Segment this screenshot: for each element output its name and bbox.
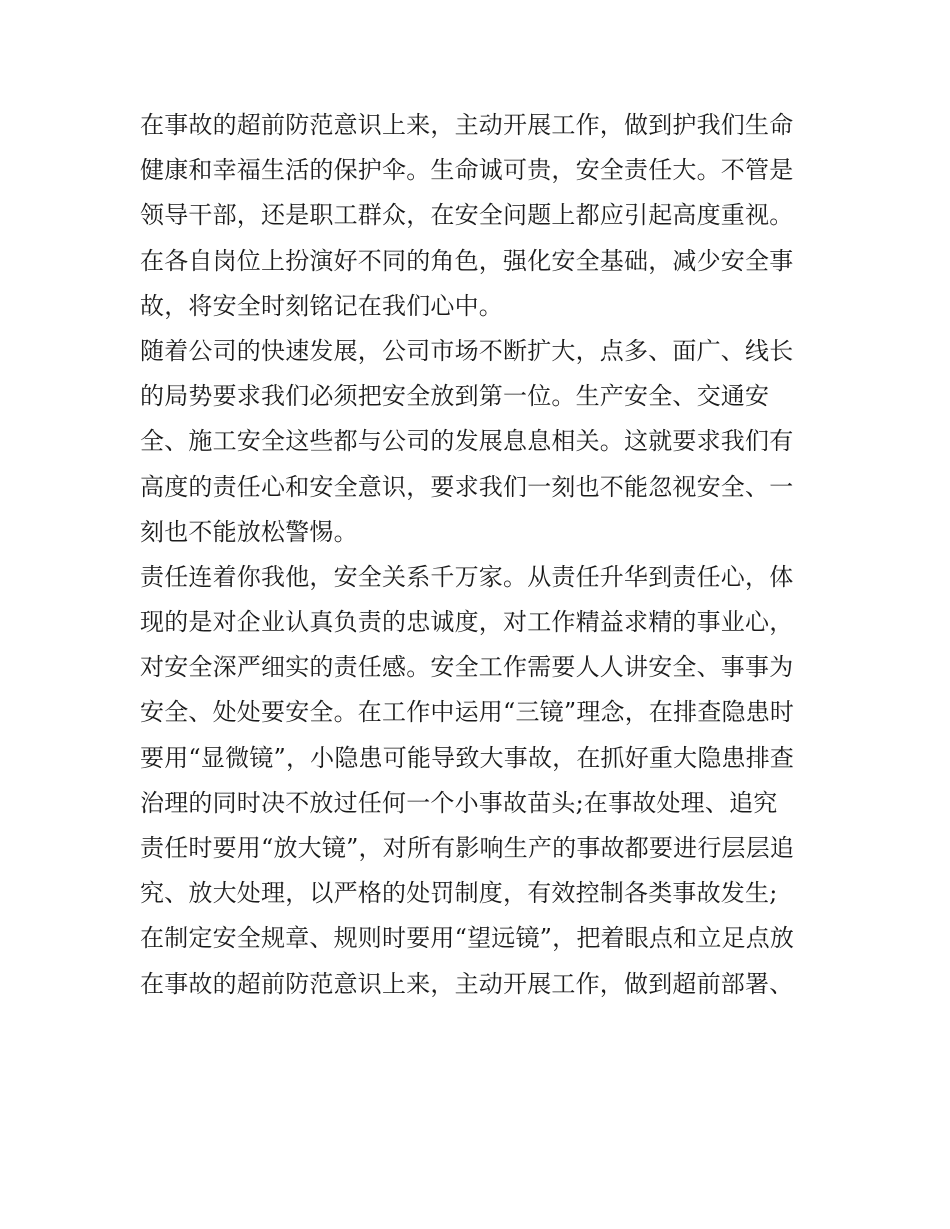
text-line: 领导干部，还是职工群众，在安全问题上都应引起高度重视。: [140, 201, 794, 230]
text-line: 在事故的超前防范意识上来，主动开展工作，做到超前部署、: [140, 969, 794, 998]
text-line: 安全、处处要安全。在工作中运用“三镜”理念，在排查隐患时: [140, 698, 795, 727]
text-line: 高度的责任心和安全意识，要求我们一刻也不能忽视安全、一: [140, 472, 794, 501]
text-line: 的局势要求我们必须把安全放到第一位。生产安全、交通安: [140, 382, 770, 411]
text-line: 责任连着你我他，安全关系千万家。从责任升华到责任心，体: [140, 562, 794, 591]
text-line: 治理的同时决不放过任何一个小事故苗头;在事故处理、追究: [140, 788, 778, 817]
text-line: 故，将安全时刻铭记在我们心中。: [140, 291, 503, 320]
text-line: 刻也不能放松警惕。: [140, 517, 358, 546]
document-body: [140, 103, 830, 1007]
text-line: 要用“显微镜”，小隐患可能导致大事故，在抓好重大隐患排查: [140, 743, 795, 772]
text-line: 对安全深严细实的责任感。安全工作需要人人讲安全、事事为: [140, 653, 794, 682]
text-line: 现的是对企业认真负责的忠诚度，对工作精益求精的事业心，: [140, 608, 794, 637]
text-line: 究、放大处理，以严格的处罚制度，有效控制各类事故发生;: [140, 879, 778, 908]
text-line: 在制定安全规章、规则时要用“望远镜”，把着眼点和立足点放: [140, 924, 795, 953]
text-line: 在各自岗位上扮演好不同的角色，强化安全基础，减少安全事: [140, 246, 794, 275]
text-line: 责任时要用“放大镜”，对所有影响生产的事故都要进行层层追: [140, 834, 795, 862]
text-line: 全、施工安全这些都与公司的发展息息相关。这就要求我们有: [140, 427, 794, 456]
text-line: 健康和幸福生活的保护伞。生命诚可贵，安全责任大。不管是: [140, 156, 794, 185]
text-line: 随着公司的快速发展，公司市场不断扩大，点多、面广、线长: [140, 336, 794, 365]
text-line: 在事故的超前防范意识上来，主动开展工作，做到护我们生命: [140, 111, 794, 139]
